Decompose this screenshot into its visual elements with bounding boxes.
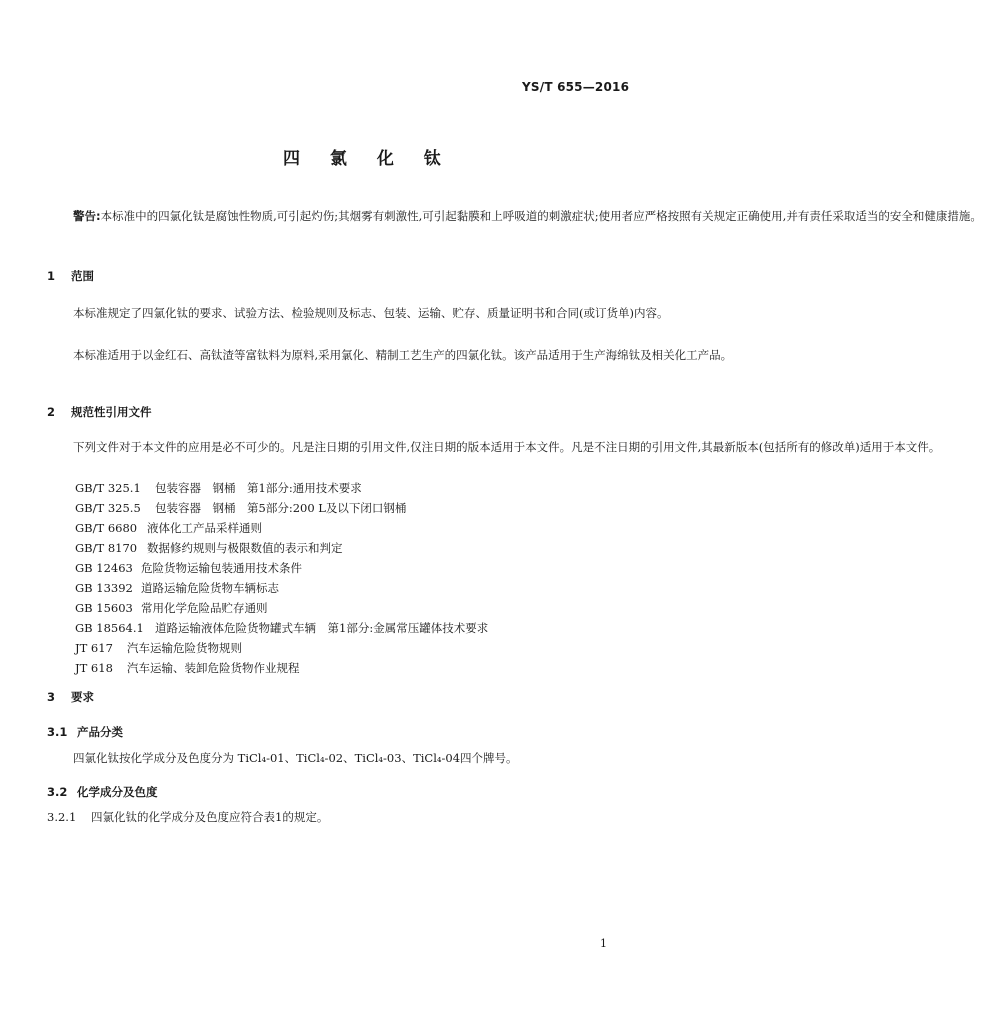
scope-paragraph-1: 本标准规定了四氯化钛的要求、试验方法、检验规则及标志、包装、运输、贮存、质量证明书和合同(或订货单)内容。 (73, 306, 669, 320)
reference-item (75, 598, 488, 618)
reference-item (75, 538, 488, 558)
reference-item (75, 658, 488, 678)
section-number: 2 (47, 405, 56, 419)
section-3-2-heading (47, 784, 158, 800)
reference-code: JT 618 (75, 661, 113, 675)
clause-number: 3.2.1 (47, 810, 77, 824)
reference-item (75, 518, 488, 538)
reference-item (75, 498, 488, 518)
grade-2: TiCl₄-02 (296, 751, 344, 765)
warning-paragraph (47, 206, 982, 228)
grade-3: TiCl₄-03 (354, 751, 402, 765)
section-3-2-1-text: 3.2.1 四氯化钛的化学成分及色度应符合表1的规定。 (47, 810, 329, 824)
reference-title: 危险货物运输包装通用技术条件 (141, 561, 302, 575)
reference-code: GB/T 325.5 (75, 501, 141, 515)
reference-title: 包装容器 钢桶 第5部分:200 L及以下闭口钢桶 (155, 501, 407, 515)
section-number: 3 (47, 690, 56, 704)
section-title: 要求 (71, 690, 94, 704)
section-number: 3.2 (47, 785, 68, 799)
product-classification-text: 四氯化钛按化学成分及色度分为 TiCl₄-01、TiCl₄-02、TiCl₄-03、TiCl₄-04四个牌号。 (73, 751, 518, 765)
reference-title: 数据修约规则与极限数值的表示和判定 (147, 541, 343, 555)
reference-item (75, 478, 488, 498)
section-title: 范围 (71, 269, 94, 283)
reference-item (75, 578, 488, 598)
section-2-heading (47, 404, 152, 420)
reference-title: 液体化工产品采样通则 (147, 521, 262, 535)
scope-paragraph-2: 本标准适用于以金红石、高钛渣等富钛料为原料,采用氯化、精制工艺生产的四氯化钛。该产品适用于生产海绵钛及相关化工产品。 (73, 348, 733, 362)
grade-4: TiCl₄-04 (413, 751, 461, 765)
section-3-heading (47, 689, 94, 705)
warning-label: 警告: (73, 209, 101, 223)
grade-1: TiCl₄-01 (237, 751, 285, 765)
reference-code: GB 12463 (75, 561, 133, 575)
section-title: 化学成分及色度 (77, 785, 158, 799)
reference-code: GB/T 8170 (75, 541, 138, 555)
reference-title: 道路运输液体危险货物罐式车辆 第1部分:金属常压罐体技术要求 (155, 621, 489, 635)
references-intro: 下列文件对于本文件的应用是必不可少的。凡是注日期的引用文件,仅注日期的版本适用于本文件。凡是不注日期的引用文件,其最新版本(包括所有的修改单)适用于本文件。 (73, 440, 941, 454)
reference-item (75, 618, 488, 638)
reference-title: 道路运输危险货物车辆标志 (141, 581, 279, 595)
section-number: 3.1 (47, 725, 68, 739)
reference-title: 包装容器 钢桶 第1部分:通用技术要求 (155, 481, 362, 495)
document-title: 四 氯 化 钛 (283, 149, 453, 169)
reference-list (75, 478, 488, 678)
reference-code: GB 15603 (75, 601, 133, 615)
reference-item (75, 558, 488, 578)
section-3-1-heading (47, 724, 123, 740)
reference-code: GB/T 325.1 (75, 481, 141, 495)
warning-text: 本标准中的四氯化钛是腐蚀性物质,可引起灼伤;其烟雾有刺激性,可引起黏膜和上呼吸道的刺激症状;使用者应严格按照有关规定正确使用,并有责任采取适当的安全和健康措施。 (100, 209, 982, 223)
reference-code: GB/T 6680 (75, 521, 138, 535)
section-number: 1 (47, 269, 56, 283)
section-title: 产品分类 (77, 725, 123, 739)
reference-code: JT 617 (75, 641, 113, 655)
reference-title: 汽车运输、装卸危险货物作业规程 (127, 661, 300, 675)
reference-code: GB 18564.1 (75, 621, 144, 635)
reference-title: 汽车运输危险货物规则 (127, 641, 242, 655)
page-number: 1 (600, 937, 607, 950)
reference-code: GB 13392 (75, 581, 133, 595)
reference-item (75, 638, 488, 658)
standard-code: YS/T 655—2016 (522, 80, 630, 94)
section-1-heading (47, 268, 94, 284)
section-title: 规范性引用文件 (71, 405, 152, 419)
reference-title: 常用化学危险品贮存通则 (141, 601, 268, 615)
